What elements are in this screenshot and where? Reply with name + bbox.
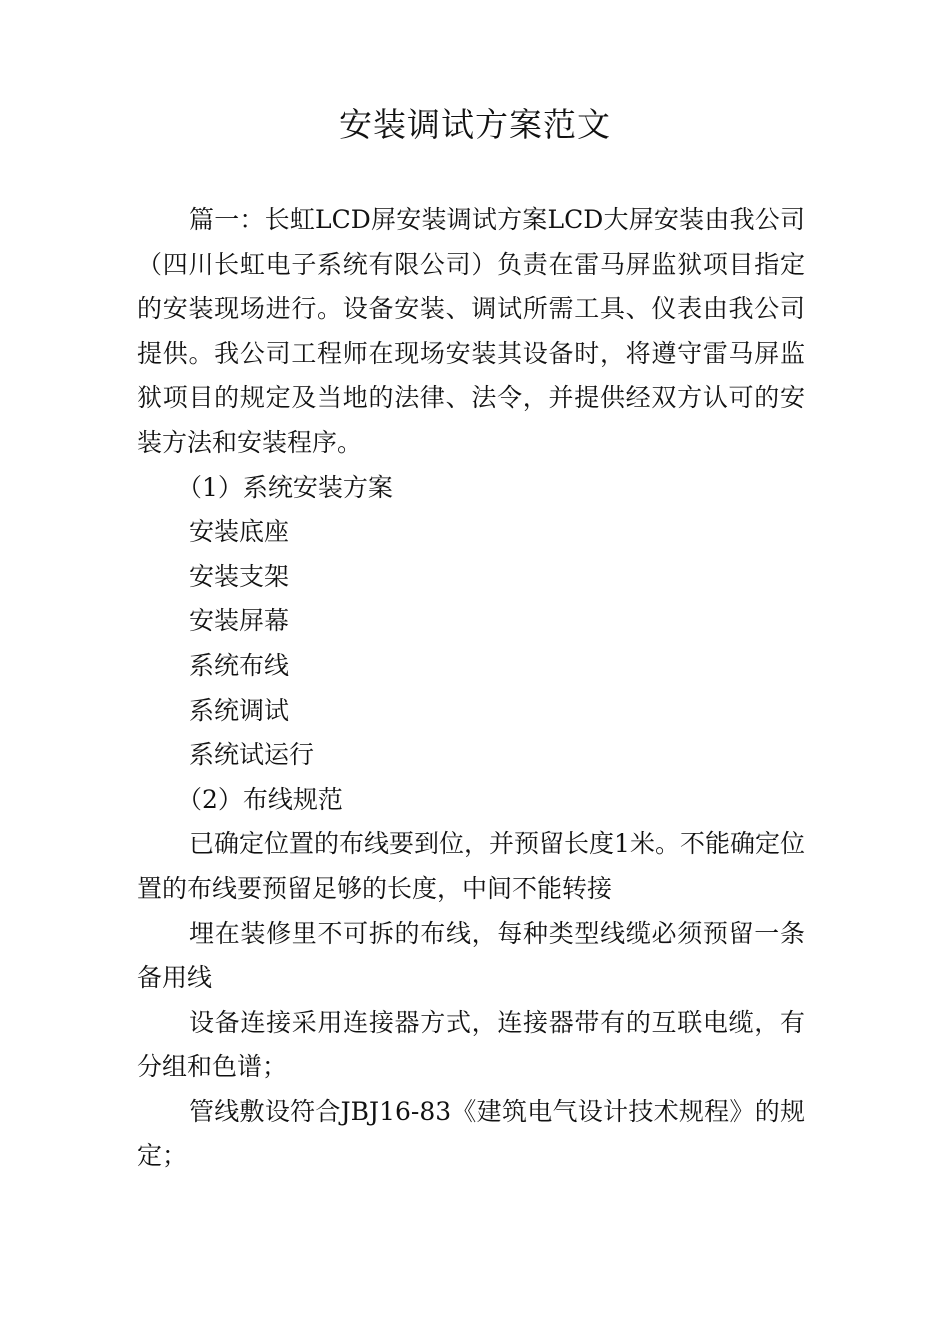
section2-paragraph: 已确定位置的布线要到位，并预留长度1米。不能确定位置的布线要预留足够的长度，中间不能转接 <box>137 829 805 903</box>
section1-item: 安装屏幕 <box>189 606 290 636</box>
document-body <box>137 198 805 1179</box>
section2-paragraph: 埋在装修里不可拆的布线，每种类型线缆必须预留一条备用线 <box>137 918 805 993</box>
section2-paragraph: 设备连接采用连接器方式，连接器带有的互联电缆，有分组和色谱； <box>137 1007 805 1082</box>
section1-item: 系统调试 <box>189 695 290 725</box>
document-title: 安装调试方案范文 <box>339 105 611 144</box>
section1-item: 系统试运行 <box>189 740 315 770</box>
section1-heading: （1）系统安装方案 <box>177 472 393 502</box>
section1-item: 安装支架 <box>189 561 290 591</box>
intro-paragraph: 篇一：长虹LCD屏安装调试方案LCD大屏安装由我公司（四川长虹电子系统有限公司）负责在雷马屏监狱项目指定的安装现场进行。设备安装、调试所需工具、仪表由我公司提供。我公司工程师在现场安装其设备时，将遵守雷马屏监狱项目的规定及当地的法律、法令，并提供经双方认可的安装方法和安装程序。 <box>137 205 805 457</box>
section2-paragraph: 管线敷设符合JBJ16-83《建筑电气设计技术规程》的规定； <box>137 1096 805 1171</box>
section1-item: 安装底座 <box>189 517 290 547</box>
section1-item: 系统布线 <box>189 650 290 680</box>
section2-heading: （2）布线规范 <box>177 784 343 814</box>
